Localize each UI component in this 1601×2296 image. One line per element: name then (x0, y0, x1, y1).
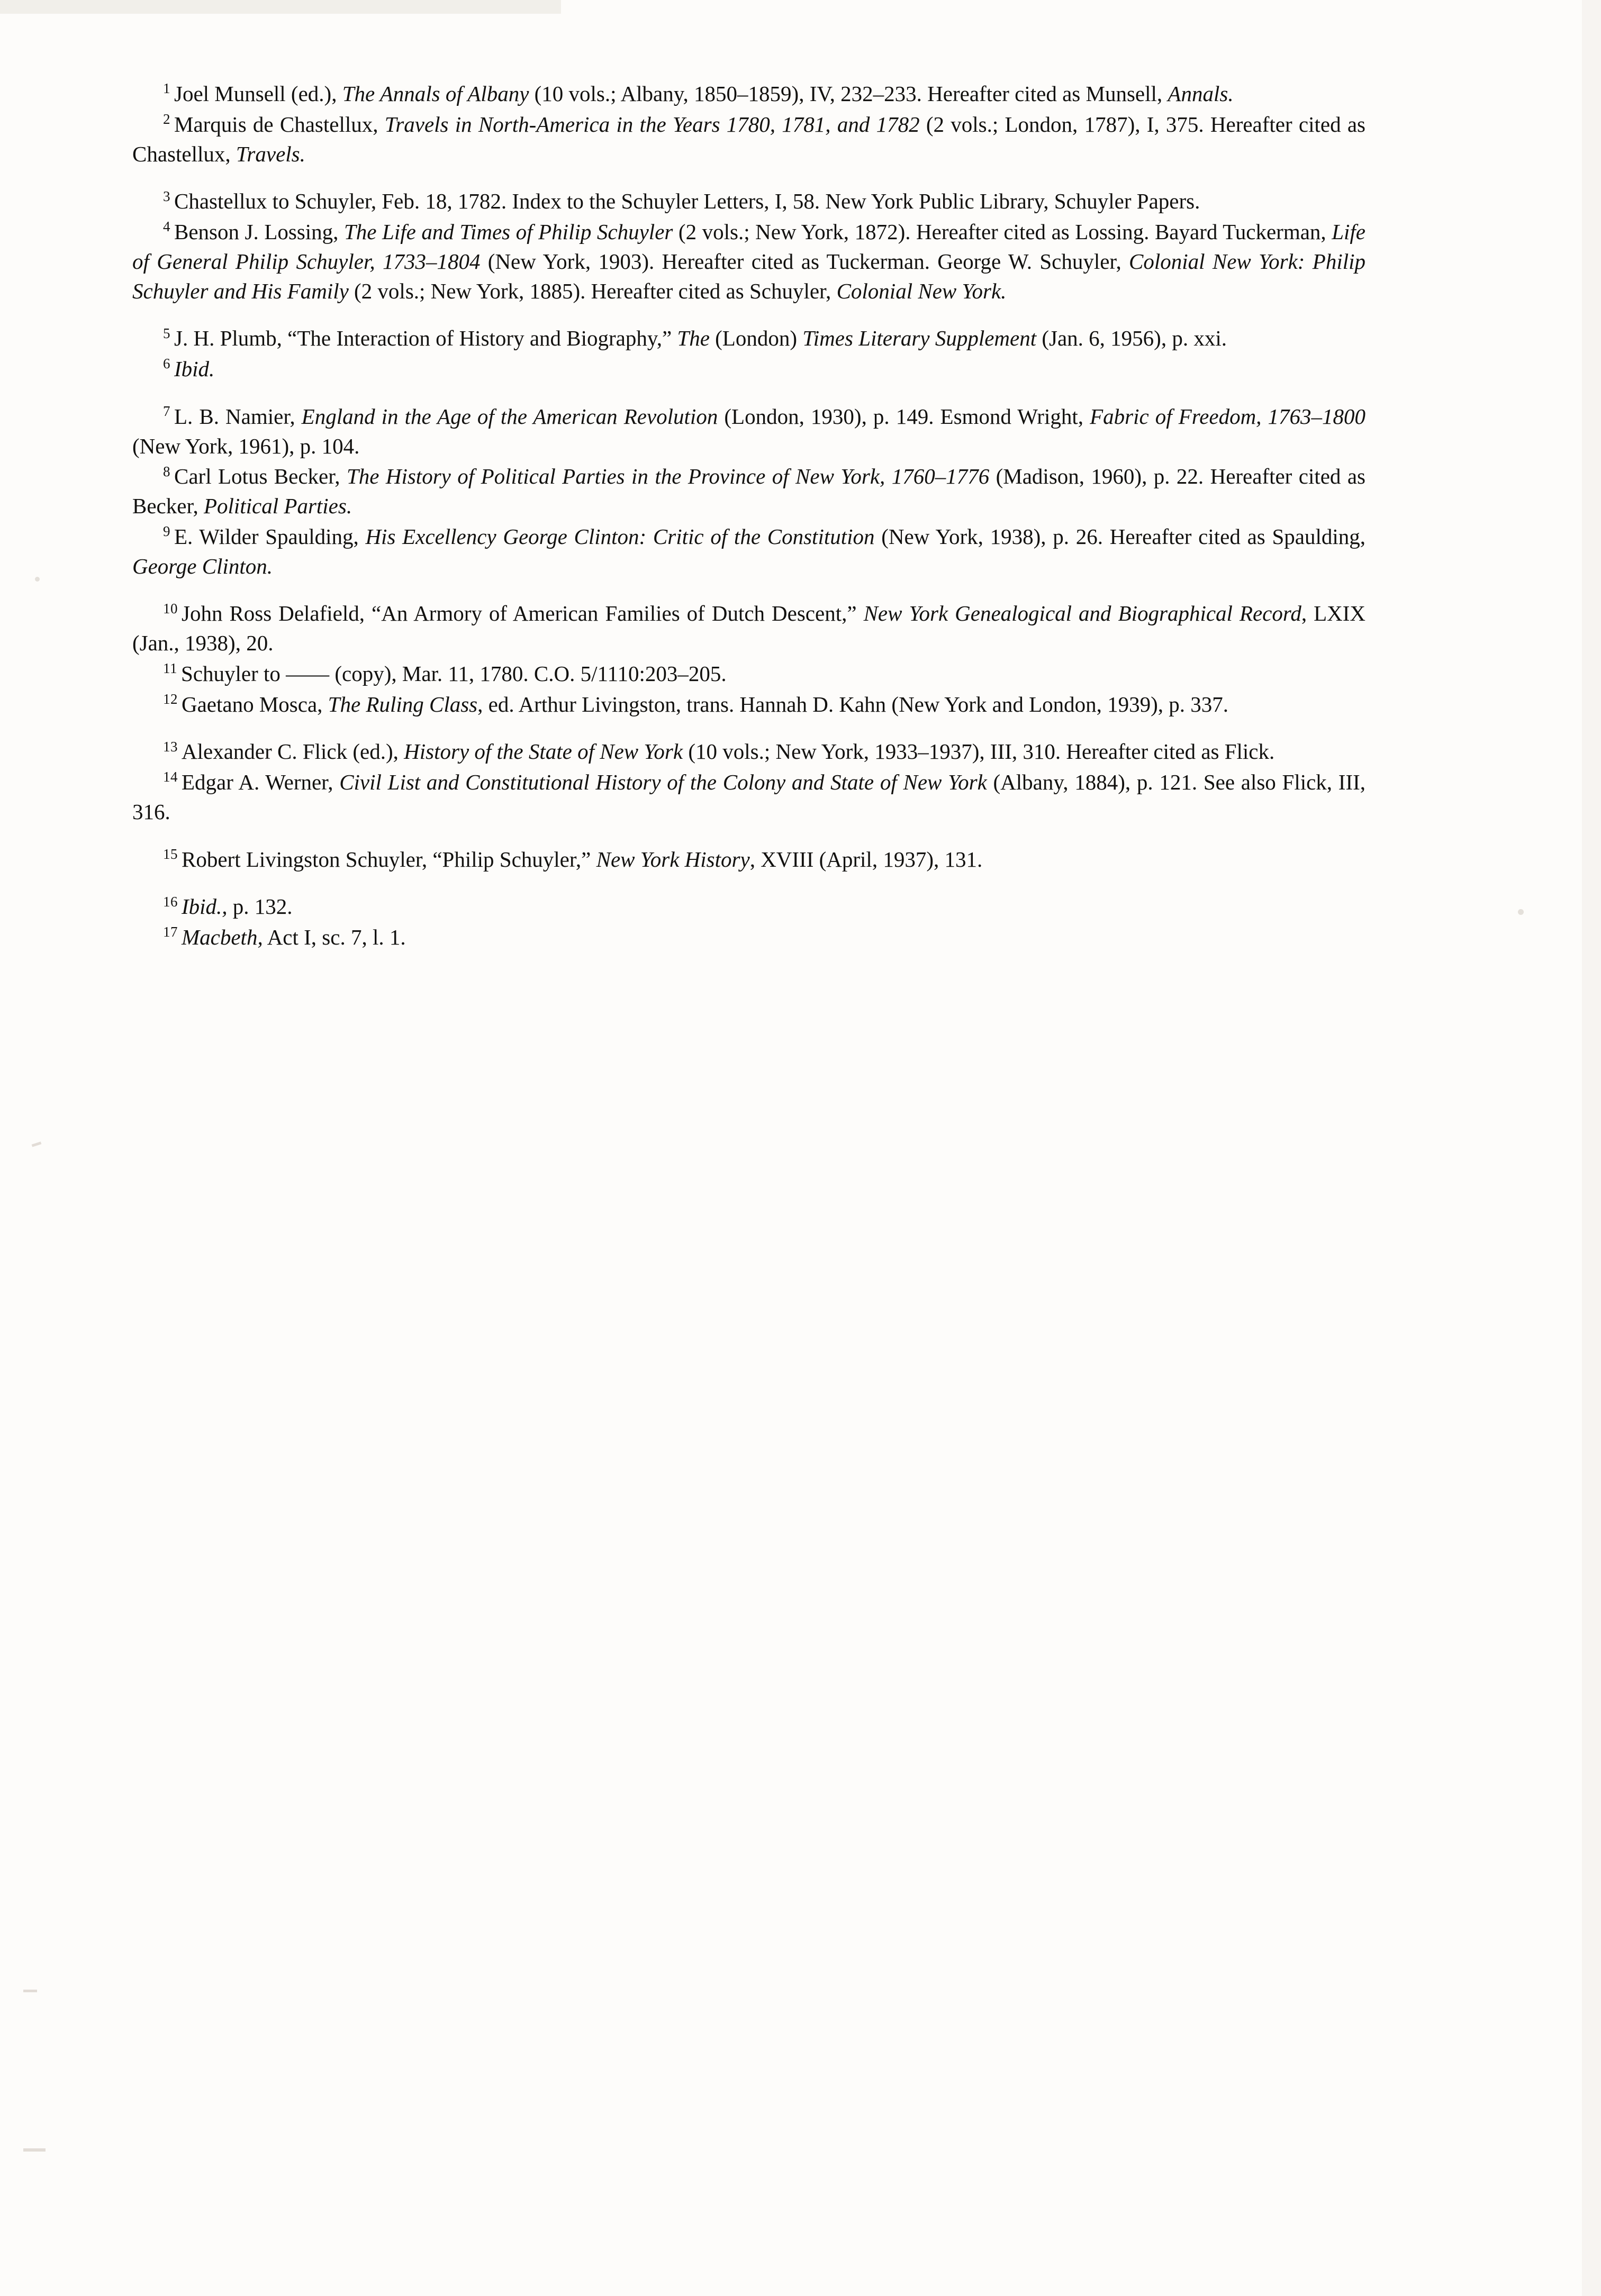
endnote-text: Schuyler to —— (copy), Mar. 11, 1780. C.O. 5/1110:203–205. (181, 661, 727, 686)
endnote-text: Gaetano Mosca, (182, 692, 328, 716)
endnote-item (132, 599, 1365, 658)
endnote-title-italic: The Ruling Class (328, 692, 478, 716)
endnote-title-italic: Fabric of Freedom, 1763–1800 (1090, 404, 1366, 429)
endnote-item (132, 892, 1365, 922)
endnote-marker: 16 (163, 893, 178, 910)
endnote-item (132, 79, 1365, 109)
endnote-item (132, 845, 1365, 875)
endnote-item (132, 659, 1365, 689)
endnote-text: (Madison, 1960), p. 22. Hereafter cited as Becker, (132, 464, 1365, 518)
scan-edge-mark (23, 1990, 37, 1992)
endnote-marker: 15 (163, 846, 178, 862)
endnote-text: Robert Livingston Schuyler, “Philip Schuyler,” (182, 847, 596, 872)
endnote-item (132, 923, 1365, 952)
scan-edge-mark (32, 1141, 42, 1147)
endnote-title-italic: England in the Age of the American Revolution (301, 404, 718, 429)
endnote-text: Act I, sc. 7, l. 1. (263, 925, 406, 949)
endnote-marker: 14 (163, 769, 178, 785)
endnote-marker: 13 (163, 738, 178, 755)
endnote-text: Benson J. Lossing, (174, 220, 344, 244)
endnote-marker: 5 (163, 325, 170, 341)
endnote-item (132, 402, 1365, 461)
endnote-marker: 3 (163, 188, 170, 204)
endnote-text: (Albany, 1884), p. 121. See also Flick, III, 316. (132, 770, 1366, 824)
scan-speck (35, 577, 40, 582)
endnote-text: (10 vols.; Albany, 1850–1859), IV, 232–233. Hereafter cited as Munsell, (529, 81, 1168, 106)
scan-speck (1518, 909, 1524, 915)
endnote-title-italic: Travels. (236, 141, 305, 166)
endnote-marker: 8 (163, 463, 170, 479)
endnote-title-italic: Annals. (1168, 81, 1234, 106)
endnote-title-italic: Ibid. (174, 357, 215, 381)
endnote-text: (2 vols.; New York, 1885). Hereafter cited as Schuyler, (348, 278, 837, 303)
endnote-title-italic: Colonial New York. (836, 278, 1007, 303)
endnote-marker: 12 (163, 691, 178, 707)
endnote-marker: 2 (163, 111, 170, 128)
endnote-title-italic: The Annals of Albany (342, 81, 529, 106)
endnote-marker: 7 (163, 403, 170, 420)
endnote-item (132, 737, 1365, 767)
endnote-title-italic: New York History (596, 847, 750, 872)
endnote-title-italic: His Excellency George Clinton: Critic of the Constitution (365, 524, 875, 549)
endnote-text: Marquis de Chastellux, (174, 112, 385, 137)
endnote-text: Alexander C. Flick (ed.), (182, 739, 404, 764)
endnote-text: (London) (709, 326, 803, 351)
endnote-title-italic: Colonial New York: Philip Schuyler and His Family (132, 249, 1366, 303)
endnote-text: (Jan. 6, 1956), p. xxi. (1036, 326, 1227, 351)
endnote-marker: 4 (163, 219, 170, 235)
endnote-title-italic: The Life and Times of Philip Schuyler (343, 220, 673, 244)
endnote-text: (New York, 1961), p. 104. (132, 433, 360, 458)
endnote-item (132, 690, 1365, 720)
endnote-text: (London, 1930), p. 149. Esmond Wright, (718, 404, 1090, 429)
endnote-title-italic: Ibid., (182, 894, 228, 919)
endnote-title-italic: Travels in North-America in the Years 1780, 1781, and 1782 (384, 112, 920, 137)
endnote-marker: 1 (163, 80, 170, 97)
endnote-marker: 10 (163, 600, 178, 616)
endnote-title-italic: New York Genealogical and Biographical Record (863, 601, 1301, 626)
endnote-title-italic: George Clinton. (132, 553, 273, 578)
endnote-text: p. 132. (227, 894, 293, 919)
endnote-text: John Ross Delafield, “An Armory of American Families of Dutch Descent,” (182, 601, 864, 626)
endnote-item (132, 324, 1365, 353)
endnote-title-italic: History of the State of New York (404, 739, 683, 764)
endnote-text: , ed. Arthur Livingston, trans. Hannah D. Kahn (New York and London, 1939), p. 337. (477, 692, 1229, 716)
endnote-item (132, 355, 1365, 384)
scan-edge-artifact-right (1582, 0, 1601, 2296)
endnote-text: J. H. Plumb, “The Interaction of History and Biography,” (174, 326, 677, 351)
endnote-item (132, 187, 1365, 216)
endnote-item (132, 522, 1365, 582)
endnote-title-italic: Macbeth, (182, 925, 263, 949)
endnote-title-italic: Political Parties. (203, 494, 352, 518)
endnote-text: Carl Lotus Becker, (174, 464, 347, 489)
scan-edge-mark (23, 2148, 46, 2152)
endnote-text: (New York, 1903). Hereafter cited as Tuckerman. George W. Schuyler, (480, 249, 1129, 274)
endnote-item (132, 768, 1365, 827)
endnote-marker: 9 (163, 523, 170, 540)
endnote-item (132, 110, 1365, 169)
scan-edge-artifact-top (0, 0, 561, 14)
endnote-marker: 17 (163, 924, 178, 940)
endnote-text: E. Wilder Spaulding, (174, 524, 366, 549)
endnote-text: (10 vols.; New York, 1933–1937), III, 310. Hereafter cited as Flick. (683, 739, 1275, 764)
endnote-text: Joel Munsell (ed.), (174, 81, 342, 106)
endnote-text: , XVIII (April, 1937), 131. (749, 847, 983, 872)
notes-column (132, 79, 1365, 954)
endnote-text: (2 vols.; New York, 1872). Hereafter cited as Lossing. Bayard Tuckerman, (673, 220, 1332, 244)
endnote-title-italic: The (677, 326, 710, 351)
endnote-text: Chastellux to Schuyler, Feb. 18, 1782. Index to the Schuyler Letters, I, 58. New York Public Library, Schuyler Papers. (174, 189, 1200, 214)
endnote-item (132, 217, 1365, 306)
endnote-text: (New York, 1938), p. 26. Hereafter cited as Spaulding, (874, 524, 1365, 549)
endnote-title-italic: Civil List and Constitutional History of the Colony and State of New York (339, 770, 987, 794)
endnote-title-italic: Times Literary Supplement (802, 326, 1037, 351)
endnote-marker: 6 (163, 356, 170, 372)
endnote-text: Edgar A. Werner, (182, 770, 340, 794)
endnote-text: , LXIX (Jan., 1938), 20. (132, 601, 1366, 655)
endnote-text: L. B. Namier, (174, 404, 302, 429)
endnote-marker: 11 (163, 660, 177, 677)
endnote-item (132, 462, 1365, 521)
endnote-title-italic: Life of General Philip Schuyler, 1733–1804 (132, 220, 1366, 274)
endnotes-list (132, 79, 1365, 952)
endnote-text: (2 vols.; London, 1787), I, 375. Hereafter cited as Chastellux, (132, 112, 1365, 166)
endnote-title-italic: The History of Political Parties in the Province of New York, 1760–1776 (346, 464, 990, 489)
